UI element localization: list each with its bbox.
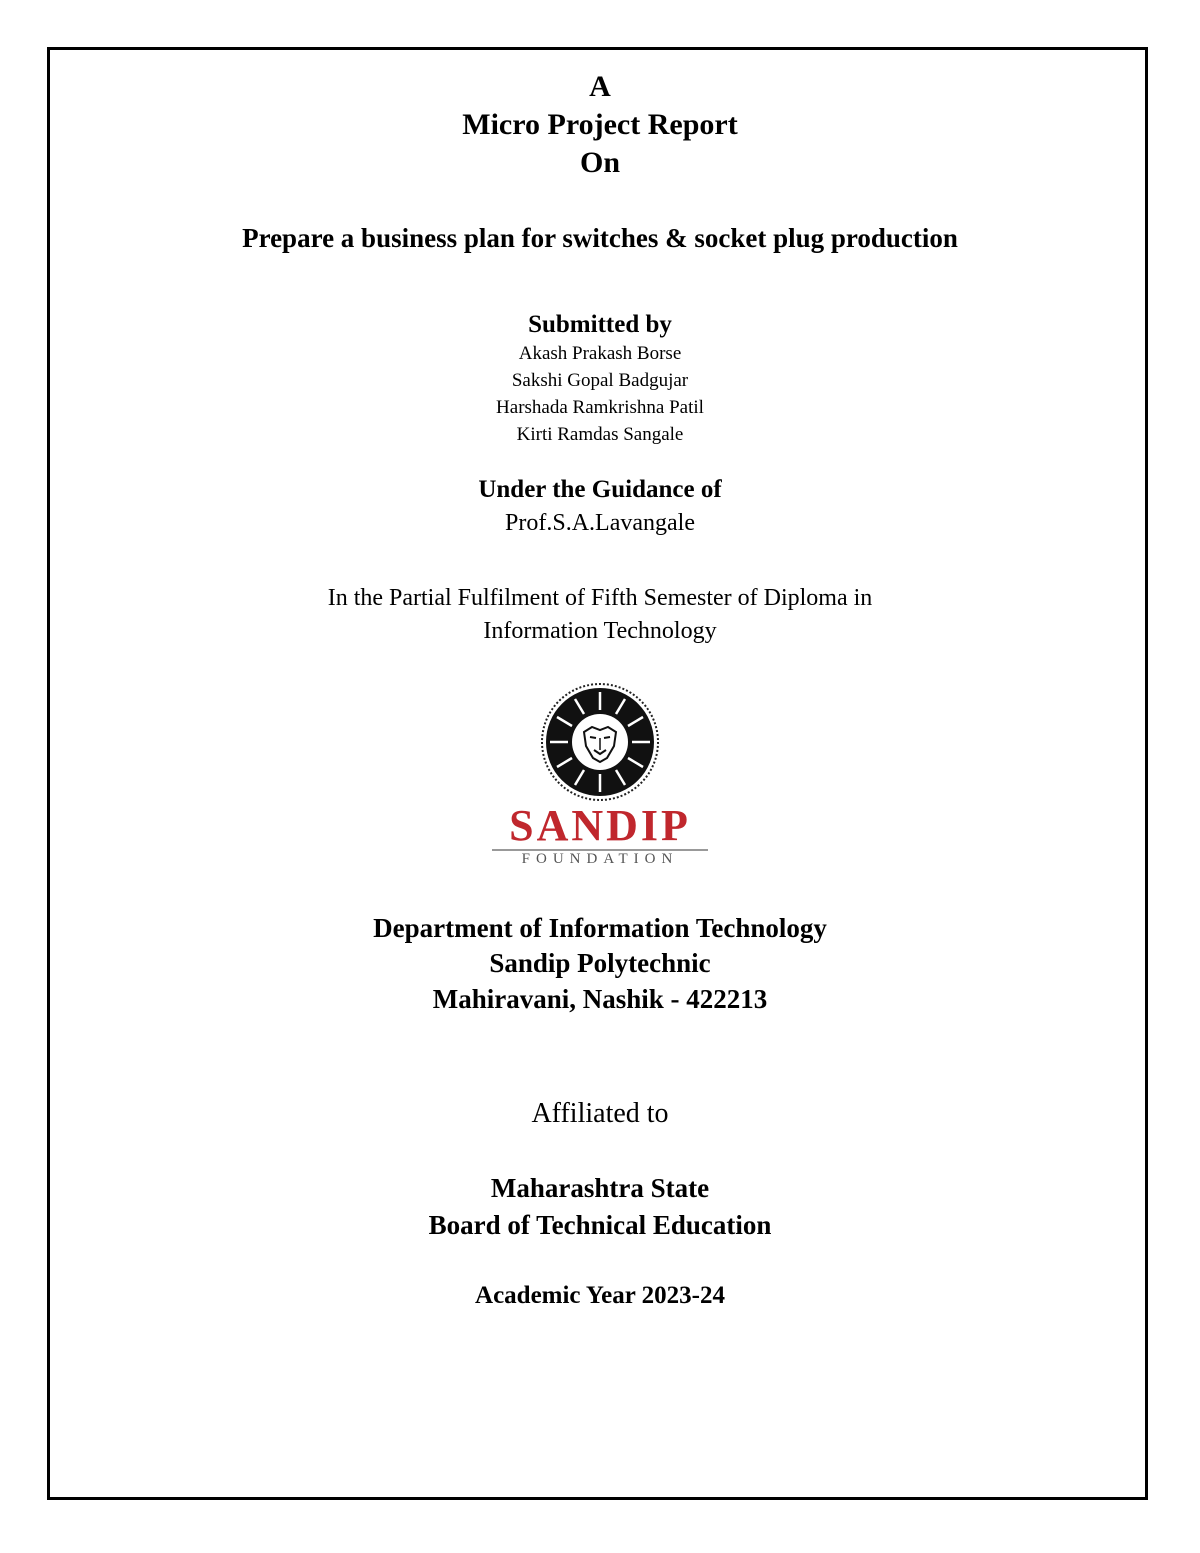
logo-subtitle: FOUNDATION	[521, 851, 679, 867]
affiliated-label: Affiliated to	[531, 1098, 669, 1129]
submitted-heading: Submitted by	[528, 311, 672, 338]
guide-name: Prof.S.A.Lavangale	[505, 510, 695, 536]
board-line-1: Maharashtra State	[490, 1173, 710, 1203]
student-name: Akash Prakash Borse	[518, 343, 682, 364]
department-name: Department of Information Technology	[373, 913, 827, 943]
header-on: On	[579, 146, 621, 179]
college-address: Mahiravani, Nashik - 422213	[432, 984, 768, 1014]
student-name: Harshada Ramkrishna Patil	[496, 397, 704, 418]
academic-year: Academic Year 2023-24	[475, 1282, 725, 1309]
fulfilment-line-2: Information Technology	[483, 618, 717, 644]
logo-brand-name: SANDIP	[509, 801, 691, 850]
guidance-heading: Under the Guidance of	[478, 476, 722, 503]
header-report: Micro Project Report	[462, 108, 738, 141]
header-a: A	[589, 70, 611, 103]
sandip-foundation-logo	[480, 680, 720, 870]
fulfilment-line-1: In the Partial Fulfilment of Fifth Semester of Diploma in	[327, 585, 873, 611]
student-name: Kirti Ramdas Sangale	[516, 424, 684, 445]
college-name: Sandip Polytechnic	[489, 948, 711, 978]
project-title: Prepare a business plan for switches & socket plug production	[242, 223, 958, 253]
student-name: Sakshi Gopal Badgujar	[511, 370, 689, 391]
board-line-2: Board of Technical Education	[428, 1210, 772, 1240]
